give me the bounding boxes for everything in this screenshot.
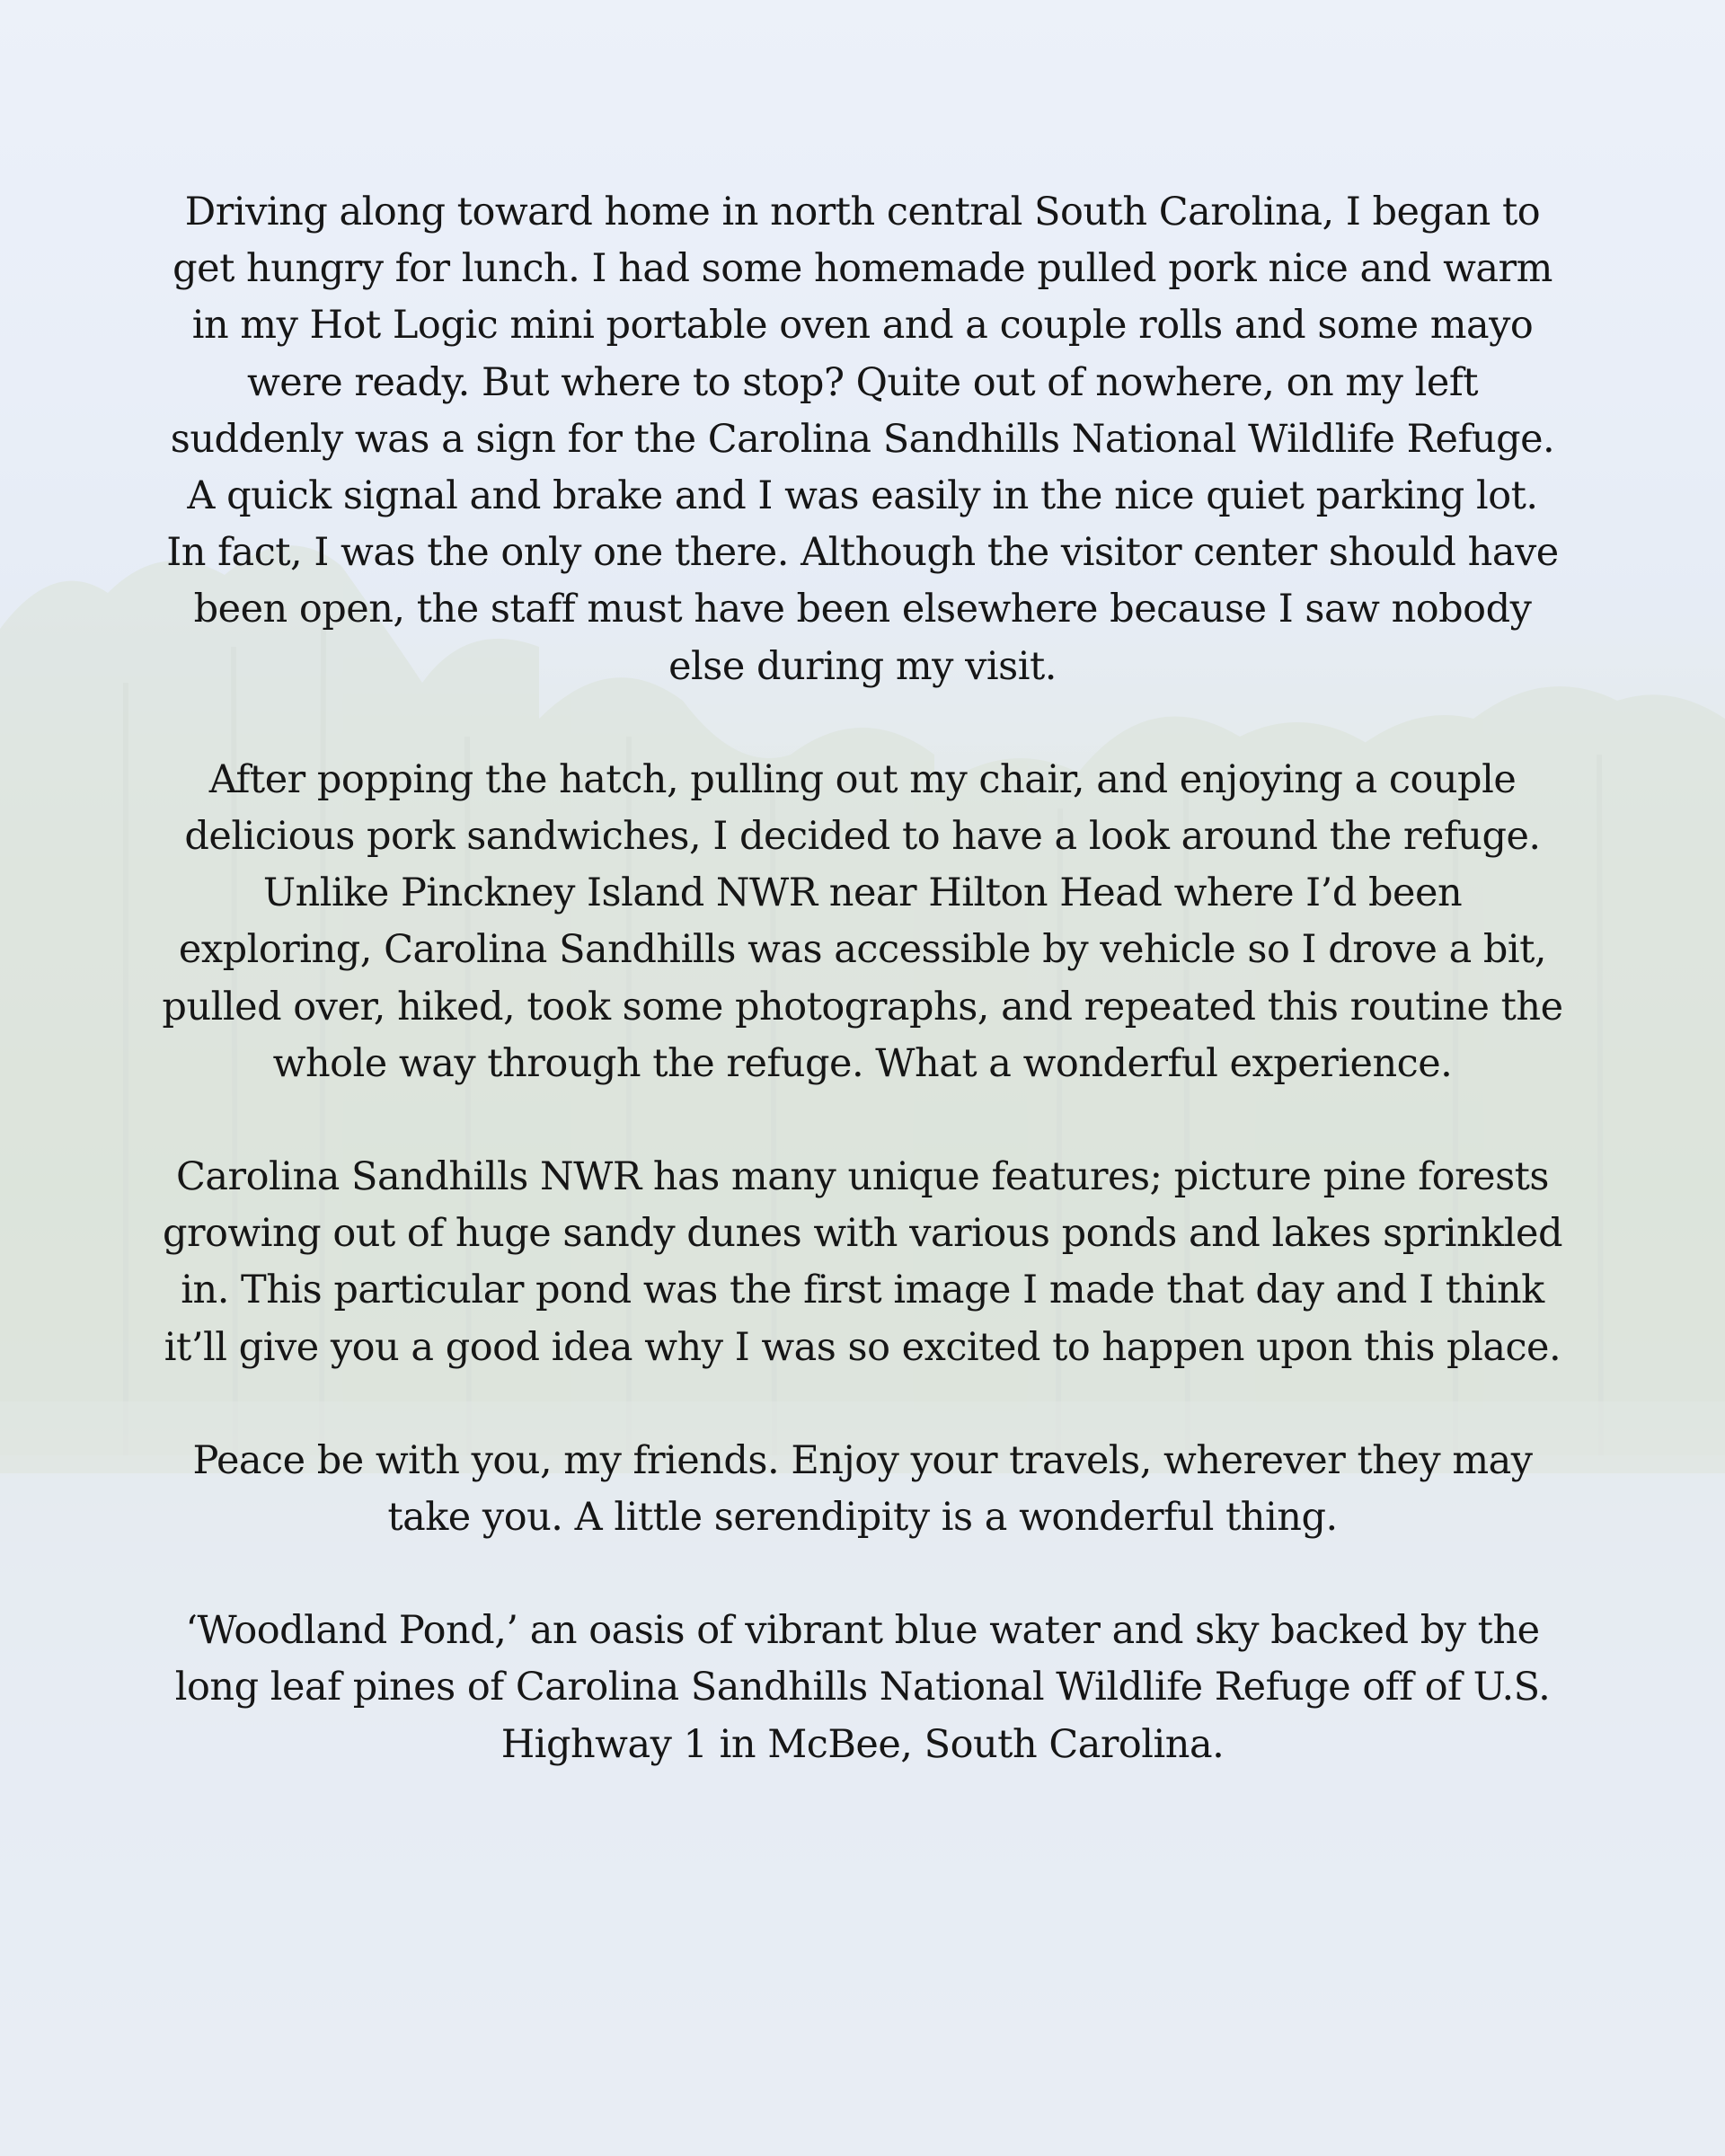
paragraph-lunch-stop: Driving along toward home in north central South Carolina, I began to get hungry for lunch. I had some homemade pulled pork nice and warm in my Hot Logic mini portable oven and a couple rolls and some mayo were ready. But where to stop? Quite out of nowhere, on my left suddenly was a sign for the Carolina Sandhills National Wildlife Refuge. A quick signal and brake and I was easily in the nice quiet parking lot. In fact, I was the only one there. Although the visitor center should have been open, the staff must have been elsewhere because I saw nobody else during my visit. [166, 190, 1559, 689]
paragraph-exploring-refuge: After popping the hatch, pulling out my chair, and enjoying a couple delicious pork sandwiches, I decided to have a look around the refuge. Unlike Pinckney Island NWR near Hilton Head where I’d been exploring, Carolina Sandhills was accessible by vehicle so I drove a bit, pulled over, hiked, took some photographs, and repeated this routine the whole way through the refuge. What a wonderful experience. [162, 756, 1563, 1086]
paragraph-unique-features: Carolina Sandhills NWR has many unique features; picture pine forests growing out of huge sandy dunes with various ponds and lakes sprinkled in. This particular pond was the first image I made that day and I think it’ll give you a good idea why I was so excited to happen upon this place. [162, 1154, 1563, 1370]
paragraph-blessing: Peace be with you, my friends. Enjoy your travels, wherever they may take you. A little serendipity is a wonderful thing. [192, 1437, 1533, 1541]
story-text [162, 184, 1563, 1830]
paragraph-caption: ‘Woodland Pond,’ an oasis of vibrant blue water and sky backed by the long leaf pines of Carolina Sandhills National Wildlife Refuge off of U.S. Highway 1 in McBee, South Carolina. [174, 1608, 1551, 1767]
